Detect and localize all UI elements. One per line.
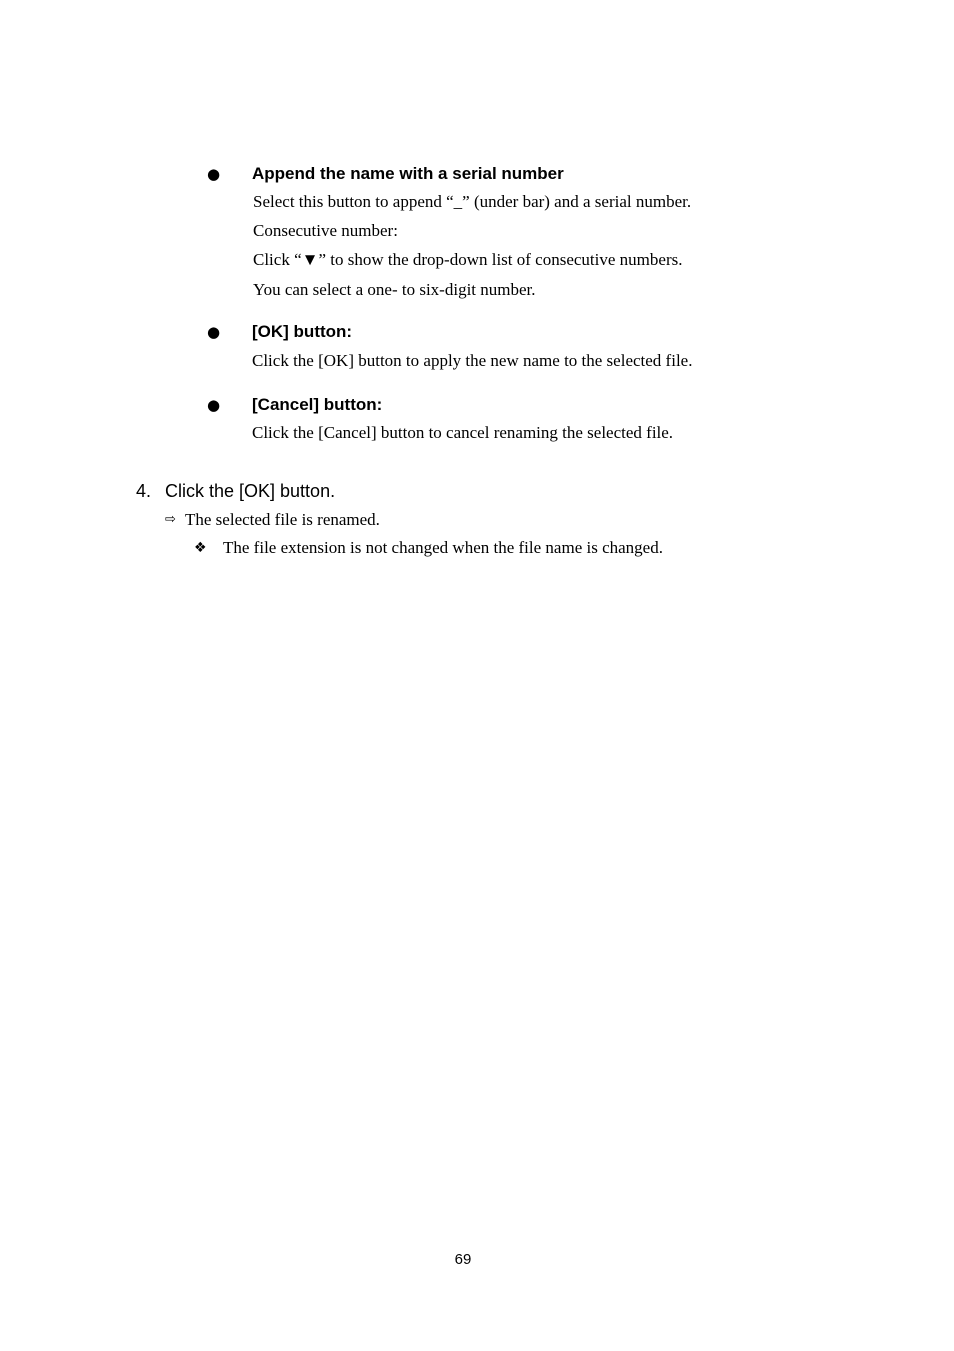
- bullet-marker: ●: [207, 396, 221, 414]
- step-note: The file extension is not changed when the file name is changed.: [223, 538, 663, 557]
- bullet-text-line: Consecutive number:: [253, 221, 398, 240]
- result-arrow-icon: ⇨: [165, 512, 176, 527]
- bullet-marker: ●: [207, 323, 221, 341]
- step-instruction: Click the [OK] button.: [165, 481, 336, 501]
- bullet-text-line: You can select a one- to six-digit number.: [253, 280, 536, 299]
- step-result: The selected file is renamed.: [185, 510, 380, 529]
- bullet-text-line: Click the [OK] button to apply the new name to the selected file.: [252, 351, 693, 370]
- note-diamond-icon: ❖: [194, 540, 207, 556]
- bullet-text-line: Select this button to append “_” (under bar) and a serial number.: [253, 192, 692, 211]
- page-number: 69: [454, 1251, 472, 1268]
- bullet-text-line: Click the [Cancel] button to cancel renaming the selected file.: [252, 423, 674, 442]
- bullet-title-ok-button: [OK] button:: [252, 322, 353, 341]
- bullet-title-append-serial: Append the name with a serial number: [252, 164, 564, 183]
- step-number: 4.: [136, 481, 152, 501]
- bullet-marker: ●: [207, 165, 221, 183]
- bullet-title-cancel-button: [Cancel] button:: [252, 395, 383, 414]
- bullet-text-line: Click “▼” to show the drop-down list of consecutive numbers.: [253, 250, 683, 269]
